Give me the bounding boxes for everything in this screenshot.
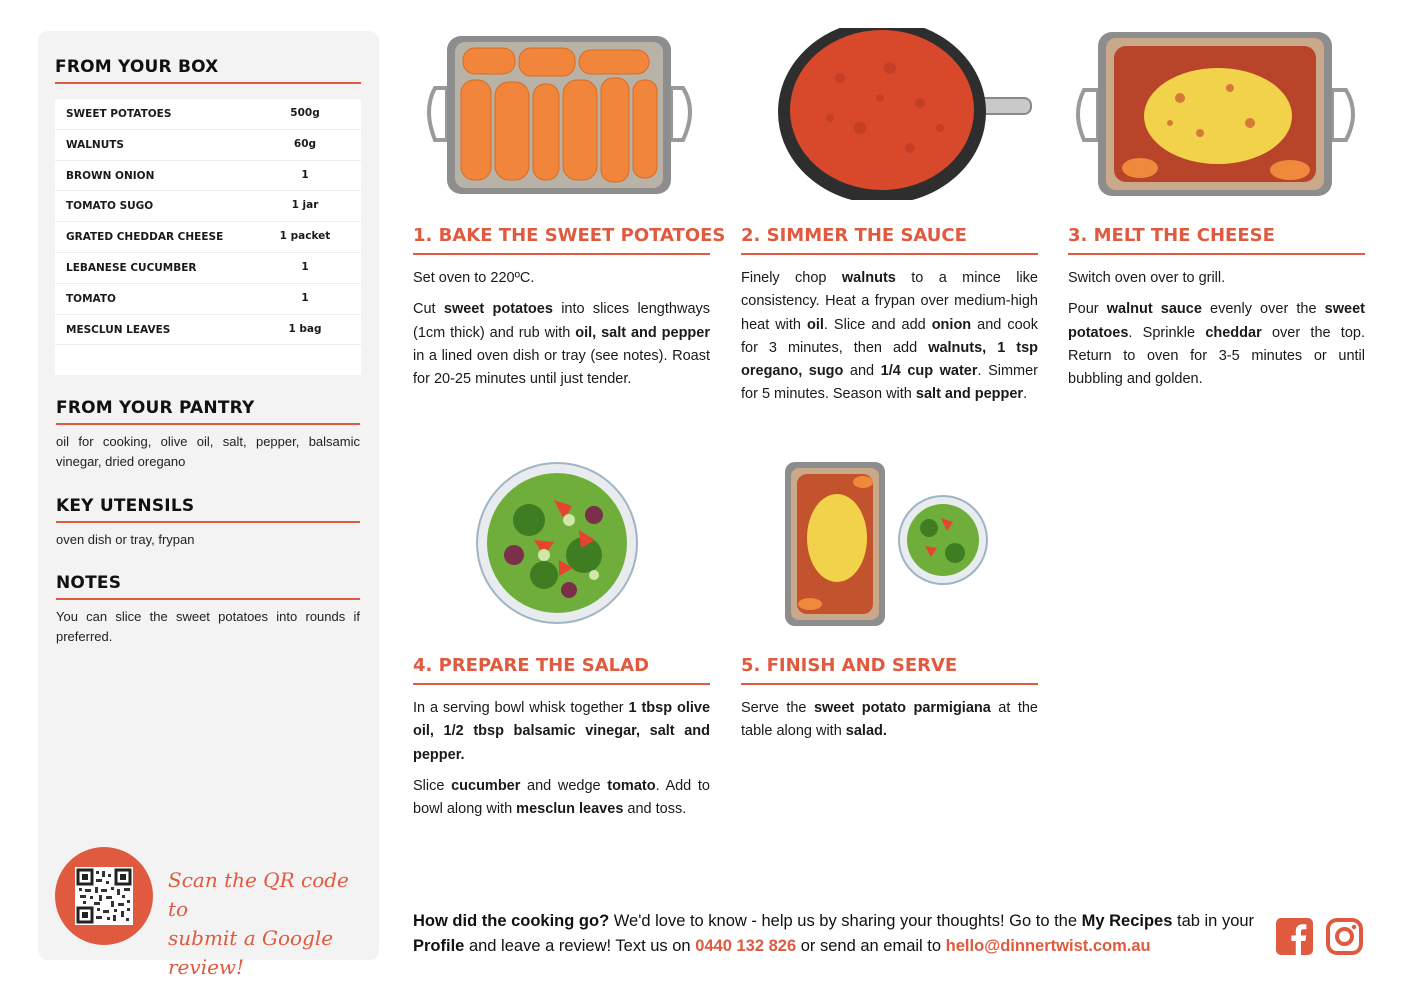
ingredient-qty: 1 jar — [291, 199, 319, 212]
ingredient-name: TOMATO — [66, 292, 116, 305]
box-title-rule — [55, 82, 361, 84]
step-1-para: Cut sweet potatoes into slices lengthways (1cm thick) and rub with oil, salt and pepper in a lined oven dish or tray (see notes). Roast for 20-25 minutes until just tender. — [413, 301, 711, 388]
utensils-title: KEY UTENSILS — [56, 496, 195, 516]
step-1-body — [413, 267, 710, 399]
step-5-para: Serve the sweet potato parmigiana at the table along with salad. — [741, 700, 1038, 740]
ingredient-qty: 1 bag — [288, 322, 322, 335]
step-4-para: Slice cucumber and wedge tomato. Add to bowl along with mesclun leaves and toss. — [413, 777, 710, 818]
ingredient-name: MESCLUN LEAVES — [66, 323, 171, 336]
step-3-para: Pour walnut sauce evenly over the sweet potatoes. Sprinkle cheddar over the top. Return to oven for 3-5 minutes or until bubbling and golden. — [1068, 301, 1365, 388]
step-4-rule — [413, 683, 710, 685]
step-1-para: Set oven to 220ºC. — [413, 270, 535, 286]
table-row — [55, 284, 361, 315]
facebook-icon[interactable] — [1276, 918, 1313, 955]
step-1-rule — [413, 253, 710, 255]
step-2-body — [741, 267, 1038, 415]
table-row — [55, 99, 361, 130]
qr-code-icon[interactable] — [75, 867, 133, 925]
ingredient-name: BROWN ONION — [66, 169, 155, 182]
table-row — [55, 161, 361, 192]
table-row — [55, 315, 361, 346]
step-4-body — [413, 697, 710, 829]
salad-bowl-image — [474, 460, 640, 626]
instagram-icon[interactable] — [1326, 918, 1363, 955]
cheese-dish-image — [1070, 28, 1362, 200]
step-3-rule — [1068, 253, 1365, 255]
step-3-para: Switch oven over to grill. — [1068, 270, 1226, 286]
ingredient-name: WALNUTS — [66, 138, 124, 151]
pantry-rule — [56, 423, 360, 425]
sweet-potatoes-pan-image — [425, 30, 695, 200]
table-row — [55, 222, 361, 253]
ingredient-name: TOMATO SUGO — [66, 200, 154, 213]
pantry-title: FROM YOUR PANTRY — [56, 398, 255, 418]
step-2-rule — [741, 253, 1038, 255]
qr-caption-line1: Scan the QR code to — [168, 868, 349, 921]
ingredient-name: GRATED CHEDDAR CHEESE — [66, 231, 224, 244]
notes-text: You can slice the sweet potatoes into rounds if preferred. — [56, 609, 360, 644]
qr-caption-line2: submit a Google review! — [168, 926, 334, 979]
ingredient-qty: 60g — [293, 137, 317, 150]
ingredient-qty: 500g — [290, 107, 320, 119]
phone-link[interactable]: 0440 132 826 — [695, 937, 797, 955]
utensils-text: oven dish or tray, frypan — [56, 532, 195, 547]
ingredient-qty: 1 — [301, 168, 309, 181]
step-2-para: Finely chop walnuts to a mince like consistency. Heat a frypan over medium-high heat with oil. Slice and add onion and cook for 3 minutes, then add walnuts, 1 tsp oregano, sugo and 1/4 cup water. Simmer for 5 minutes. Season with salt and pepper. — [741, 270, 1039, 403]
step-4-para: In a serving bowl whisk together 1 tbsp olive oil, 1/2 tbsp balsamic vinegar, salt and pepper. — [413, 700, 711, 763]
step-3-body — [1068, 267, 1365, 399]
step-1-title: 1. BAKE THE SWEET POTATOES — [413, 225, 726, 246]
step-5-body — [741, 697, 1038, 752]
box-title: FROM YOUR BOX — [55, 57, 219, 77]
email-link[interactable]: hello@dinnertwist.com.au — [945, 937, 1151, 955]
qr-badge[interactable] — [55, 847, 153, 945]
qr-caption — [168, 866, 368, 982]
table-row — [55, 191, 361, 222]
table-row — [55, 130, 361, 161]
footer-review-text: How did the cooking go? We'd love to know - help us by sharing your thoughts! Go to the My Recipes tab in your Profile and leave a review! Text us on 0440 132 826 or send an email to hello@dinnertwist.com.au — [413, 912, 1255, 955]
utensils-rule — [56, 521, 360, 523]
ingredient-qty: 1 packet — [279, 230, 331, 243]
finished-meal-image — [745, 458, 995, 630]
ingredient-qty: 1 — [301, 261, 309, 273]
step-5-rule — [741, 683, 1038, 685]
box-ingredients-table — [55, 99, 361, 375]
notes-title: NOTES — [56, 573, 122, 593]
notes-rule — [56, 598, 360, 600]
sauce-frypan-image — [770, 28, 1035, 200]
ingredient-qty: 1 — [301, 291, 309, 304]
step-3-title: 3. MELT THE CHEESE — [1068, 225, 1275, 246]
step-2-title: 2. SIMMER THE SAUCE — [741, 225, 967, 246]
step-5-title: 5. FINISH AND SERVE — [741, 655, 958, 676]
pantry-text: oil for cooking, olive oil, salt, pepper, balsamic vinegar, dried oregano — [56, 434, 360, 469]
step-4-title: 4. PREPARE THE SALAD — [413, 655, 650, 676]
ingredient-name: SWEET POTATOES — [66, 108, 172, 120]
ingredient-name: LEBANESE CUCUMBER — [66, 262, 197, 274]
table-row — [55, 253, 361, 284]
